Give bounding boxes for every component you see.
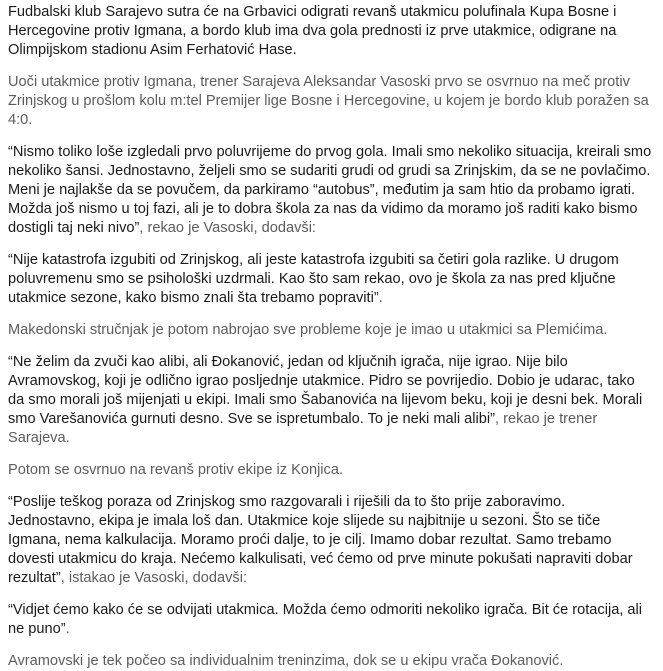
quote-text: “Ne želim da zvuči kao alibi, ali Đokanović, jedan od ključnih igrača, nije igrao. Nije bilo Avramovskog, koji je odlično igrao posljednje utakmice. Pidro se povrijedio. Dobio je udarac, tako da smo morali još mijenjati u ekipi. Imali smo Šabanovića na lijevom beku, koji je desni bek. Morali smo Varešanovića gurnuti desno. Sve se ispretumbalo. To je neki mali alibi” [8,354,643,427]
quote-paragraph [8,601,655,639]
paragraph: Uoči utakmice protiv Igmana, trener Sarajeva Aleksandar Vasoski prvo se osvrnuo na meč protiv Zrinjskog u prošlom kolu m:tel Premijer lige Bosne i Hercegovine, u kojem je bordo klub poražen sa 4:0. [8,74,649,128]
quote-text: “Nije katastrofa izgubiti od Zrinjskog, ali jeste katastrofa izgubiti sa četiri gola razlike. U drugom poluvremenu smo se psihološki uzdrmali. Kao što sam rekao, ovo je škola za nas pred ključne utakmice sezone, kako bismo znali šta trebamo popraviti” [8,252,619,306]
quote-attribution: , istakao je Vasoski, dodavši: [60,570,248,586]
quote-attribution: , rekao je Vasoski, dodavši: [139,220,316,236]
quote-attribution: , rekao je trener Sarajeva. [8,411,598,446]
quote-paragraph [8,251,655,308]
quote-attribution: . [378,290,383,306]
quote-attribution: . [65,621,70,637]
quote-paragraph [8,143,655,238]
quote-paragraph [8,353,655,448]
paragraph: Avramovski je tek počeo sa individualnim treninzima, dok se u ekipu vrača Đokanović. [8,653,564,669]
quote-paragraph [8,493,655,588]
quote-text: “Poslije teškog poraza od Zrinjskog smo razgovarali i riješili da to što prije zaboravimo. Jednostavno, ekipa je imala loš dan. Utakmice koje slijede su najbitnije u sezoni. Što se tiče Igmana, nema kalkulacija. Moramo proći dalje, to je cilj. Imamo dobar rezultat. Samo trebamo dovesti utakmicu do kraja. Nećemo kalkulisati, već ćemo od prve minute pokušati napraviti dobar rezultat” [8,494,633,586]
lead-paragraph: Fudbalski klub Sarajevo sutra će na Grbavici odigrati revanš utakmicu polufinala Kupa Bosne i Hercegovine protiv Igmana, a bordo klub ima dva gola prednosti iz prve utakmice, odigrane na Olimpijskom stadionu Asim Ferhatović Hase. [8,4,617,58]
quote-text: “Nismo toliko loše izgledali prvo poluvrijeme do prvog gola. Imali smo nekoliko situacija, kreirali smo nekoliko šansi. Jednostavno, željeli smo se sudariti grudi od grudi sa Zrinjskim, da se ne povlačimo. Meni je najlakše da se povučem, da parkiramo “autobus”, međutim ja sam htio da probamo igrati. Možda još nismo u toj fazi, ali je to dobra škola za nas da vidimo da moramo još raditi kako bismo dostigli taj neki nivo” [8,144,652,236]
quote-text: “Vidjet ćemo kako će se odvijati utakmica. Možda ćemo odmoriti nekoliko igrača. Bit će rotacija, ali ne puno” [8,602,643,637]
paragraph: Potom se osvrnuo na revanš protiv ekipe iz Konjica. [8,462,344,478]
paragraph: Makedonski stručnjak je potom nabrojao sve probleme koje je imao u utakmici sa Plemićima. [8,322,608,338]
